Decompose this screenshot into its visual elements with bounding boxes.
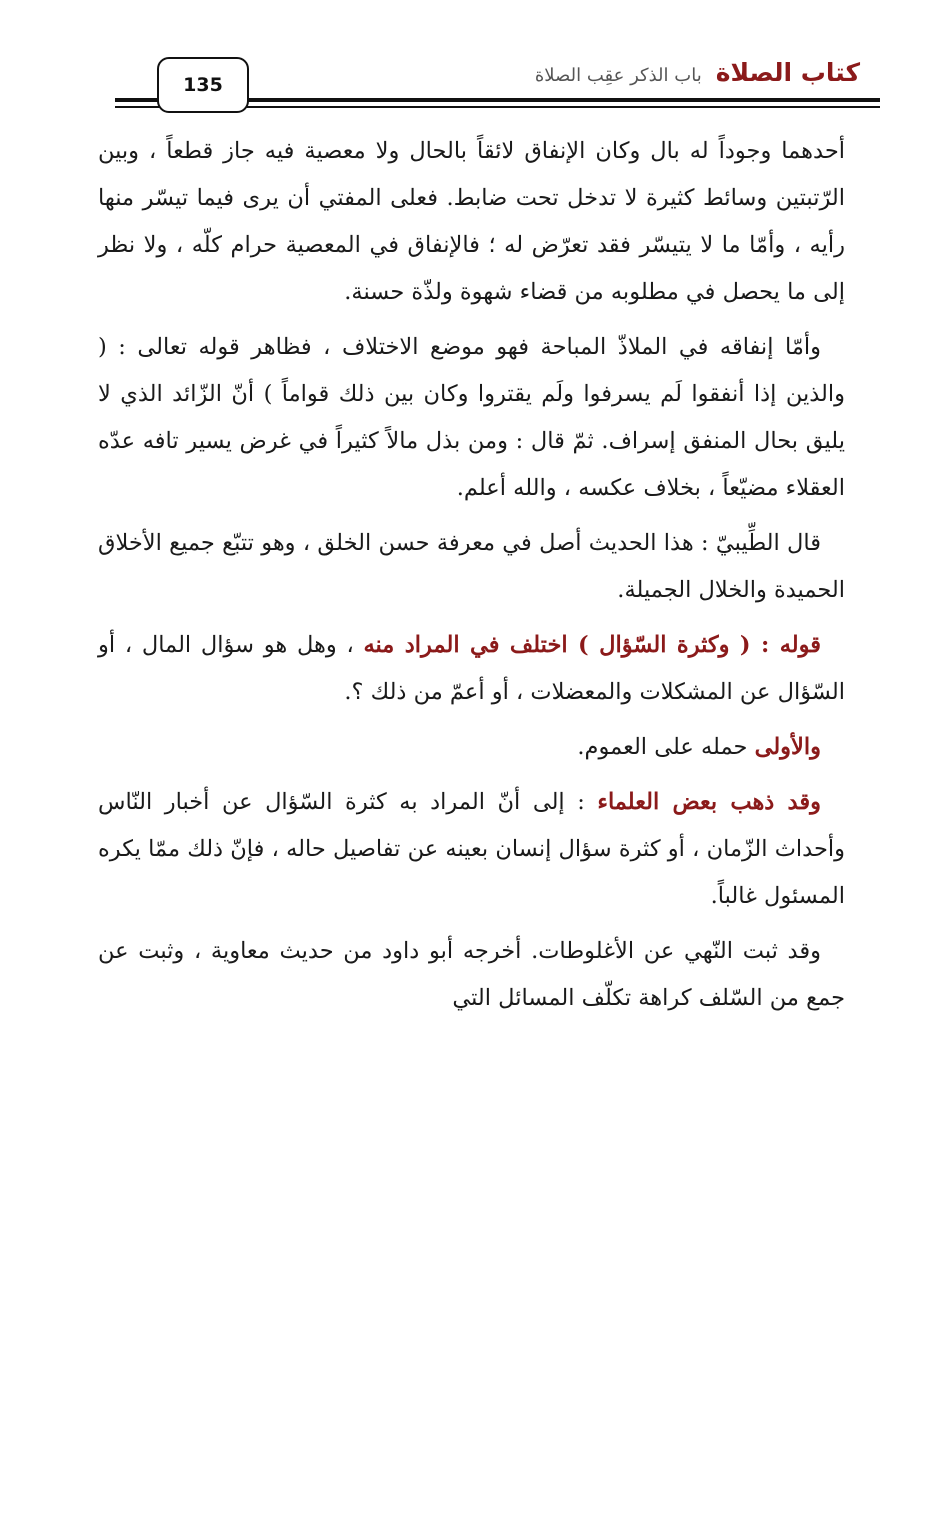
commentary-lead: والأولى xyxy=(754,734,821,760)
paragraph-text: وأمّا إنفاقه في الملاذّ المباحة فهو موضع الاختلاف ، فظاهر قوله تعالى : ( والذين إذا أنفقوا لَم يسرفوا ولَم يقتروا وكان بين ذلك قواماً ) أنّ الزّائد الذي لا يليق بحال المنفق إسراف. ثمّ قال : ومن بذل مالاً كثيراً في غرض يسير تافه عدّه العقلاء مضيّعاً ، بخلاف عكسه ، والله أعلم. xyxy=(98,334,845,501)
paragraph-text: أحدهما وجوداً له بال وكان الإنفاق لائقاً بالحال ولا معصية فيه جاز قطعاً ، وبين الرّتبتين وسائط كثيرة لا تدخل تحت ضابط. فعلى المفتي أن يرى فيما تيسّر منها رأيه ، وأمّا ما لا يتيسّر فقد تعرّض له ؛ فالإنفاق في المعصية حرام كلّه ، ولا نظر إلى ما يحصل في مطلوبه من قضاء شهوة ولذّة حسنة. xyxy=(98,138,845,305)
paragraph xyxy=(98,622,845,716)
page-body xyxy=(98,128,845,1030)
chapter-title: باب الذكر عقِب الصلاة xyxy=(534,65,702,86)
book-title: كتاب الصلاة xyxy=(715,58,860,87)
paragraph-text: حمله على العموم. xyxy=(577,734,755,760)
paragraph-text: ، وهل هو سؤال المال ، أو السّؤال عن المشكلات والمعضلات ، أو أعمّ من ذلك ؟. xyxy=(98,632,845,705)
paragraph xyxy=(98,928,845,1022)
page-header xyxy=(115,52,860,112)
paragraph xyxy=(98,324,845,512)
paragraph-text: وقد ثبت النّهي عن الأغلوطات. أخرجه أبو داود من حديث معاوية ، وثبت عن جمع من السّلف كراهة تكلّف المسائل التي xyxy=(98,938,845,1011)
paragraph xyxy=(98,779,845,920)
page-number: 135 xyxy=(157,57,249,113)
paragraph-text: : إلى أنّ المراد به كثرة السّؤال عن أخبار النّاس وأحداث الزّمان ، أو كثرة سؤال إنسان بعينه عن تفاصيل حاله ، فإنّ ذلك ممّا يكره المسئول غالباً. xyxy=(98,789,845,909)
paragraph xyxy=(98,128,845,316)
commentary-lead: وقد ذهب بعض العلماء xyxy=(597,789,821,815)
commentary-lead: قوله : ( وكثرة السّؤال ) اختلف في المراد منه xyxy=(363,632,821,658)
paragraph xyxy=(98,724,845,771)
running-head xyxy=(535,58,860,87)
paragraph-text: قال الطِّيبيّ : هذا الحديث أصل في معرفة حسن الخلق ، وهو تتبّع جميع الأخلاق الحميدة والخلال الجميلة. xyxy=(98,530,845,603)
paragraph xyxy=(98,520,845,614)
